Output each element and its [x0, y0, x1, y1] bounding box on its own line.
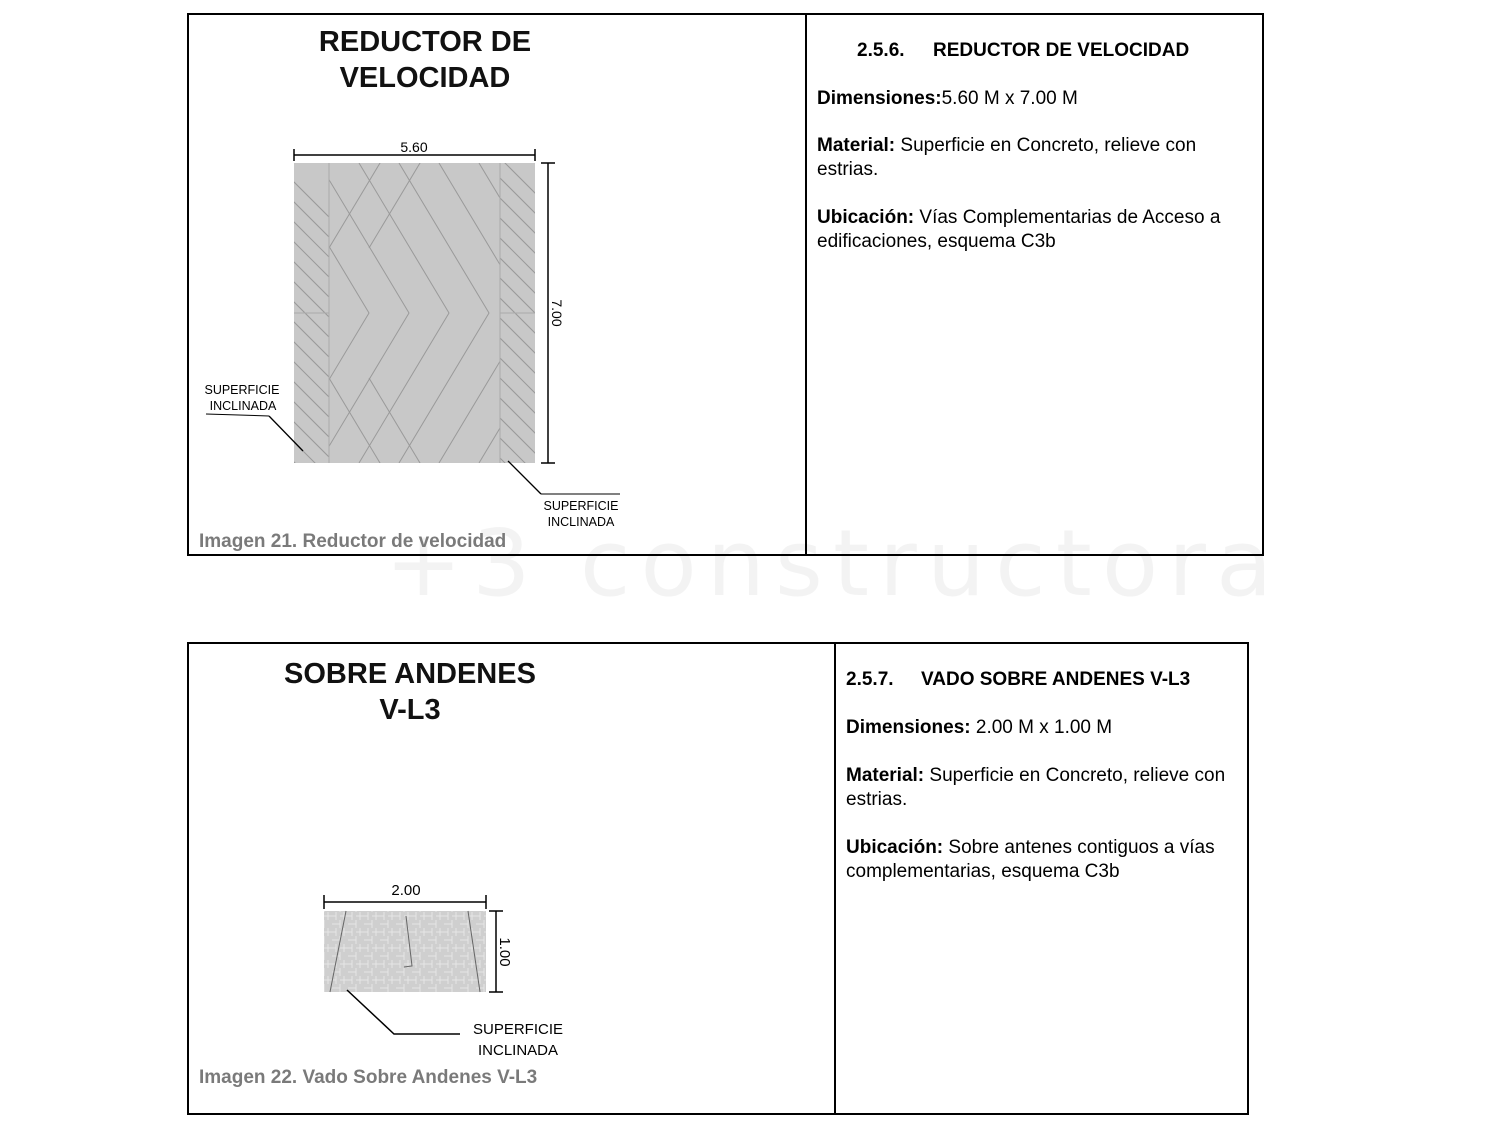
figure-title-vado [240, 656, 580, 728]
spec-label: Dimensiones: [846, 717, 971, 738]
figure-title-line: REDUCTOR DE [318, 26, 532, 58]
leader-line [347, 990, 460, 1034]
section-heading [857, 40, 1189, 62]
drawing-vado [300, 872, 600, 1062]
spec-value: Superficie en Concreto, relieve con estrias. [846, 765, 1226, 810]
section-number: 2.5.7. [846, 669, 894, 690]
dimension-height-label: 7.00 [549, 299, 565, 327]
table-divider [834, 644, 836, 1113]
dimension-width-label: 2.00 [391, 882, 421, 899]
slab [324, 911, 486, 992]
slab [294, 163, 535, 463]
label-superficie-inclinada: SUPERFICIE [472, 1021, 564, 1038]
figure-caption: Imagen 21. Reductor de velocidad [199, 531, 507, 552]
label-superficie-inclinada: INCLINADA [209, 399, 277, 413]
figure-title-line: VELOCIDAD [339, 62, 511, 94]
spec-material [846, 764, 1236, 812]
dimension-width-label: 5.60 [400, 139, 428, 155]
figure-caption: Imagen 22. Vado Sobre Andenes V-L3 [199, 1067, 538, 1088]
section-title: REDUCTOR DE VELOCIDAD [933, 40, 1190, 61]
spec-value: Superficie en Concreto, relieve con estrias. [817, 135, 1197, 180]
spec-dimensiones [817, 87, 1252, 111]
spec-label: Material: [846, 765, 925, 786]
section-title: VADO SOBRE ANDENES V-L3 [921, 669, 1191, 690]
leader-line [206, 414, 269, 416]
spec-ubicacion [817, 206, 1257, 254]
spec-value: 2.00 M x 1.00 M [970, 717, 1113, 738]
label-superficie-inclinada: SUPERFICIE [543, 499, 619, 513]
figure-title-line: SOBRE ANDENES [284, 658, 536, 690]
spec-value: Sobre antenes contiguos a vías complementarias, esquema C3b [846, 837, 1215, 882]
spec-value: Vías Complementarias de Acceso a edificaciones, esquema C3b [817, 207, 1221, 252]
figure-title-line: V-L3 [379, 694, 441, 726]
label-superficie-inclinada: SUPERFICIE [204, 383, 280, 397]
section-number: 2.5.6. [857, 40, 905, 61]
spec-label: Ubicación: [817, 207, 915, 228]
spec-label: Dimensiones: [817, 88, 942, 109]
leader-line [508, 461, 541, 494]
dimension-height-label: 1.00 [496, 937, 513, 967]
spec-ubicacion [846, 836, 1236, 884]
figure-title-reductor [260, 24, 590, 96]
spec-material [817, 134, 1247, 182]
spec-label: Ubicación: [846, 837, 944, 858]
spec-value: 5.60 M x 7.00 M [941, 88, 1078, 109]
drawing-reductor [190, 138, 650, 528]
label-superficie-inclinada: INCLINADA [477, 1042, 559, 1059]
spec-dimensiones [846, 716, 1236, 740]
table-divider [805, 15, 807, 554]
label-superficie-inclinada: INCLINADA [547, 515, 615, 528]
section-heading [846, 669, 1190, 691]
spec-label: Material: [817, 135, 896, 156]
